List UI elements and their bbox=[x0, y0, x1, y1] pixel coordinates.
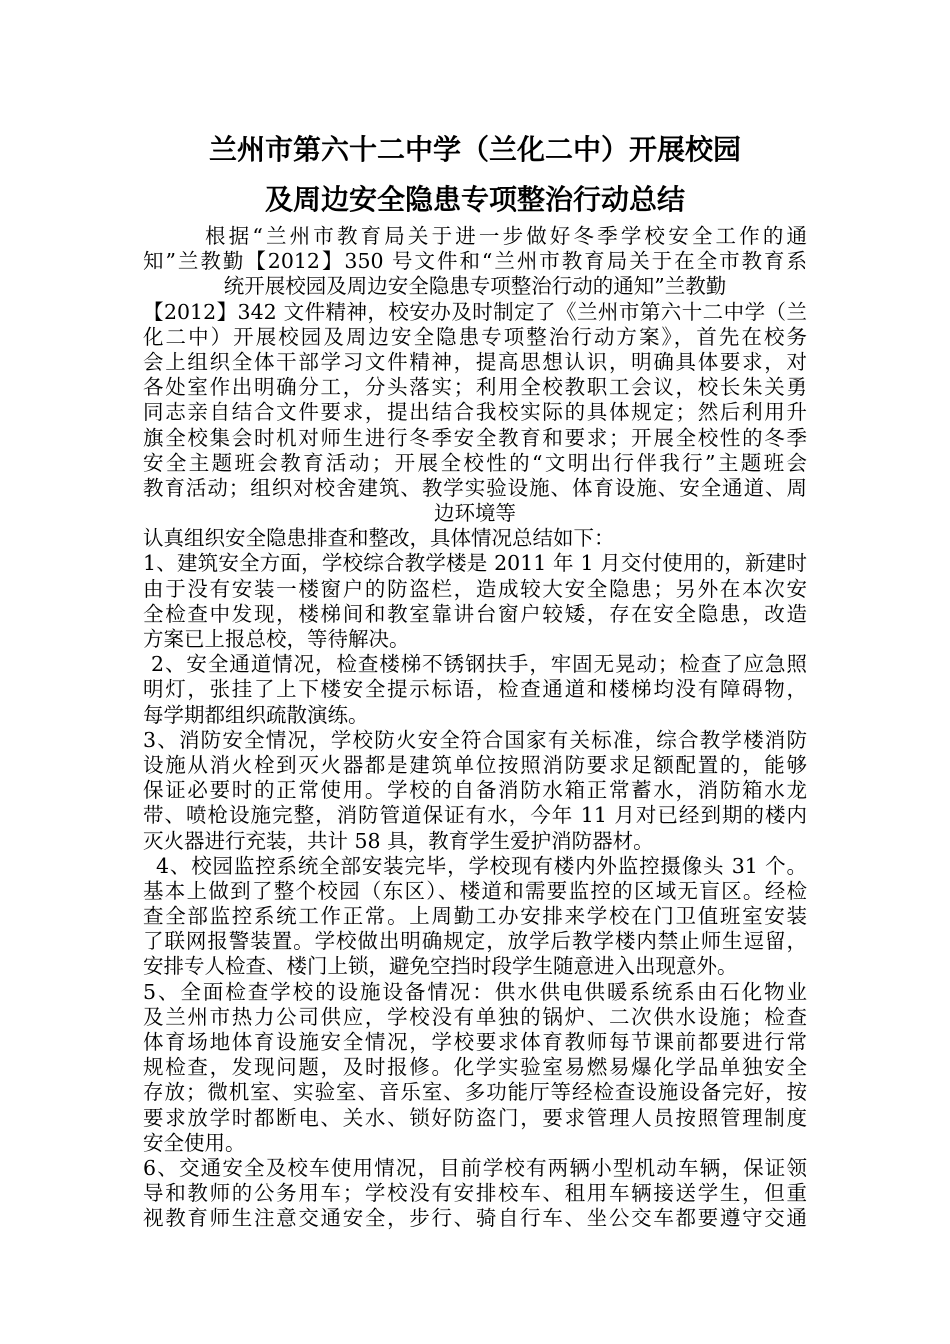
body-line: 安全主题班会教育活动；开展全校性的“文明出行伴我行”主题班会 bbox=[143, 450, 807, 475]
body-line: 【2012】342 文件精神，校安办及时制定了《兰州市第六十二中学（兰 bbox=[143, 299, 807, 324]
body-line: 存放；微机室、实验室、音乐室、多功能厅等经检查设施设备完好，按 bbox=[143, 1080, 807, 1105]
body-line: 会上组织全体干部学习文件精神，提高思想认识，明确具体要求，对 bbox=[143, 349, 807, 374]
body-line: 了联网报警装置。学校做出明确规定，放学后教学楼内禁止师生逗留， bbox=[143, 929, 807, 954]
body-line: 查全部监控系统工作正常。上周勤工办安排来学校在门卫值班室安装 bbox=[143, 904, 807, 929]
body-line: 各处室作出明确分工，分头落实；利用全校教职工会议，校长朱关勇 bbox=[143, 375, 807, 400]
body-line: 规检查，发现问题，及时报修。化学实验室易燃易爆化学品单独安全 bbox=[143, 1055, 807, 1080]
document-body bbox=[143, 224, 807, 1232]
body-line: 基本上做到了整个校园（东区）、楼道和需要监控的区域无盲区。经检 bbox=[143, 878, 807, 903]
body-line: 化二中）开展校园及周边安全隐患专项整治行动方案》，首先在校务 bbox=[143, 324, 807, 349]
body-line: 1、建筑安全方面，学校综合教学楼是 2011 年 1 月交付使用的，新建时 bbox=[143, 551, 807, 576]
body-line: 体育场地体育设施安全情况，学校要求体育教师每节课前都要进行常 bbox=[143, 1030, 807, 1054]
body-line: 6、交通安全及校车使用情况，目前学校有两辆小型机动车辆，保证领 bbox=[143, 1155, 807, 1180]
body-line: 统开展校园及周边安全隐患专项整治行动的通知”兰教勤 bbox=[223, 274, 727, 299]
body-line: 安全使用。 bbox=[143, 1130, 246, 1155]
body-line: 认真组织安全隐患排查和整改，具体情况总结如下： bbox=[143, 526, 615, 551]
body-line: 导和教师的公务用车；学校没有安排校车、租用车辆接送学生，但重 bbox=[143, 1181, 807, 1206]
body-line: 每学期都组织疏散演练。 bbox=[143, 702, 369, 727]
body-line: 根据“兰州市教育局关于进一步做好冬季学校安全工作的通 bbox=[205, 224, 807, 248]
body-line: 全检查中发现，楼梯间和教室靠讲台窗户较矮，存在安全隐患，改造 bbox=[143, 601, 807, 626]
body-line: 旗全校集会时机对师生进行冬季安全教育和要求；开展全校性的冬季 bbox=[143, 425, 807, 450]
body-line: 5、全面检查学校的设施设备情况：供水供电供暖系统系由石化物业 bbox=[143, 979, 807, 1004]
body-line: 及兰州市热力公司供应，学校没有单独的锅炉、二次供水设施；检查 bbox=[143, 1004, 807, 1029]
body-line: 设施从消火栓到灭火器都是建筑单位按照消防要求足额配置的，能够 bbox=[143, 752, 807, 777]
body-line: 教育活动；组织对校舍建筑、教学实验设施、体育设施、安全通道、周 bbox=[143, 475, 807, 500]
body-line: 边环境等 bbox=[434, 501, 516, 526]
body-line: 方案已上报总校，等待解决。 bbox=[143, 627, 410, 651]
body-line: 明灯，张挂了上下楼安全提示标语，检查通道和楼梯均没有障碍物， bbox=[143, 677, 807, 702]
body-line: 2、安全通道情况，检查楼梯不锈钢扶手，牢固无晃动；检查了应急照 bbox=[151, 652, 807, 677]
body-line: 视教育师生注意交通安全，步行、骑自行车、坐公交车都要遵守交通 bbox=[143, 1206, 807, 1231]
body-line: 由于没有安装一楼窗户的防盗栏，造成较大安全隐患；另外在本次安 bbox=[143, 576, 807, 601]
body-line: 带、喷枪设施完整，消防管道保证有水，今年 11 月对已经到期的楼内 bbox=[143, 803, 807, 828]
document-title-line-2: 及周边安全隐患专项整治行动总结 bbox=[264, 183, 685, 216]
body-line: 保证必要时的正常使用。学校的自备消防水箱正常蓄水，消防箱水龙 bbox=[143, 778, 807, 803]
body-line: 安排专人检查、楼门上锁，避免空挡时段学生随意进入出现意外。 bbox=[143, 954, 738, 979]
body-line: 4、校园监控系统全部安装完毕，学校现有楼内外监控摄像头 31 个。 bbox=[156, 853, 807, 878]
body-line: 3、消防安全情况，学校防火安全符合国家有关标准，综合教学楼消防 bbox=[143, 727, 807, 752]
body-line: 知”兰教勤【2012】350 号文件和“兰州市教育局关于在全市教育系 bbox=[143, 249, 807, 274]
body-line: 同志亲自结合文件要求，提出结合我校实际的具体规定；然后利用升 bbox=[143, 400, 807, 425]
body-line: 要求放学时都断电、关水、锁好防盗门，要求管理人员按照管理制度 bbox=[143, 1105, 807, 1130]
body-line: 灭火器进行充装，共计 58 具，教育学生爱护消防器材。 bbox=[143, 828, 654, 853]
document-title-line-1: 兰州市第六十二中学（兰化二中）开展校园 bbox=[208, 133, 741, 166]
